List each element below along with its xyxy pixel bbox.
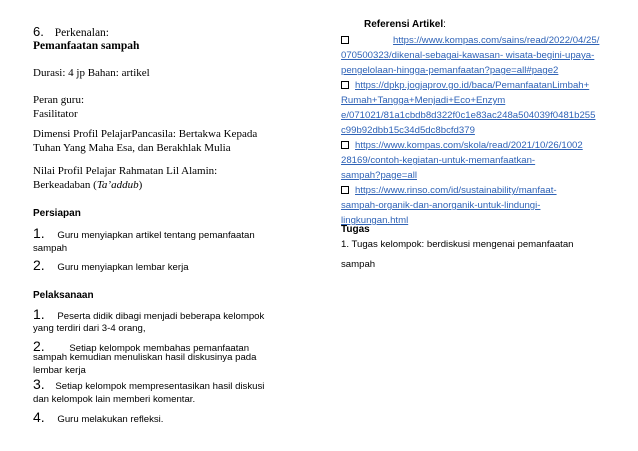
tugas-text-continued: sampah bbox=[341, 259, 376, 270]
value-close-paren: ) bbox=[138, 179, 143, 191]
item-text-continued: sampah bbox=[33, 243, 68, 254]
section-number: 6. bbox=[33, 24, 44, 39]
checkbox-icon bbox=[341, 141, 349, 149]
reference-link[interactable]: 28169/contoh-kegiatan-untuk-memanfaatkan- bbox=[341, 155, 536, 166]
references-colon: : bbox=[443, 19, 446, 30]
reference-link[interactable]: sampah?page=all bbox=[341, 170, 418, 181]
reference-item bbox=[341, 78, 589, 93]
reference-link[interactable]: https://www.rinso.com/id/sustainability/manfaat- bbox=[355, 185, 557, 196]
item-number: 2. bbox=[33, 338, 45, 354]
dimension-line-2: Tuhan Yang Maha Esa, dan Berakhlak Mulia bbox=[33, 142, 231, 154]
item-text: Peserta didik dibagi menjadi beberapa kelompok bbox=[57, 311, 265, 322]
tugas-title: Tugas bbox=[341, 224, 370, 235]
reference-link[interactable]: 070500323/dikenal-sebagai-kawasan- wisata-begini-upaya- bbox=[341, 50, 595, 61]
value-line-1: Nilai Profil Pelajar Rahmatan Lil Alamin: bbox=[33, 165, 218, 177]
item-number: 2. bbox=[33, 257, 45, 273]
references-title: Referensi Artikel bbox=[364, 19, 444, 30]
item-text: Guru menyiapkan lembar kerja bbox=[57, 262, 189, 273]
checkbox-icon bbox=[341, 36, 349, 44]
checkbox-icon bbox=[341, 81, 349, 89]
item-text: Setiap kelompok membahas pemanfaatan bbox=[69, 343, 250, 354]
reference-item bbox=[341, 138, 583, 153]
item-number: 1. bbox=[33, 306, 45, 322]
item-number: 4. bbox=[33, 409, 45, 425]
reference-link[interactable]: e/071021/81a1cbdb8d322f0c1e83ac248a504039f0481b255 bbox=[341, 110, 596, 121]
reference-link[interactable]: pengelolaan-hingga-pemanfaatan?page=all#page2 bbox=[341, 65, 559, 76]
pelaksanaan-title: Pelaksanaan bbox=[33, 290, 94, 301]
list-item bbox=[33, 376, 264, 392]
reference-link[interactable]: Rumah+Tangga+Menjadi+Eco+Enzym bbox=[341, 95, 506, 106]
reference-link[interactable]: https://www.kompas.com/skola/read/2021/10/26/1002 bbox=[355, 140, 583, 151]
item-number: 3. bbox=[33, 376, 45, 392]
reference-item bbox=[341, 183, 557, 198]
persiapan-title: Persiapan bbox=[33, 208, 81, 219]
reference-link[interactable]: lingkungan.html bbox=[341, 215, 409, 226]
item-text-continued: lembar kerja bbox=[33, 365, 86, 376]
references-heading bbox=[364, 18, 446, 31]
value-line-2 bbox=[33, 178, 142, 192]
list-item bbox=[33, 257, 189, 273]
value-italic-text: Ta’addub bbox=[96, 179, 139, 191]
tugas-text: 1. Tugas kelompok: berdiskusi mengenai pemanfaatan bbox=[341, 239, 574, 250]
dimension-line-1: Dimensi Profil PelajarPancasila: Bertakwa Kepada bbox=[33, 128, 258, 140]
duration-text: Durasi: 4 jp Bahan: artikel bbox=[33, 67, 150, 79]
item-text-continued: dan kelompok lain memberi komentar. bbox=[33, 394, 196, 405]
item-text: Guru menyiapkan artikel tentang pemanfaatan bbox=[57, 230, 255, 241]
list-item bbox=[33, 225, 255, 241]
reference-link[interactable]: sampah-organik-dan-anorganik-untuk-lindungi- bbox=[341, 200, 541, 211]
reference-item bbox=[341, 33, 599, 48]
section-title: Perkenalan: bbox=[54, 27, 110, 39]
role-value: Fasilitator bbox=[33, 108, 78, 120]
value-text: Berkeadaban ( bbox=[33, 179, 97, 191]
topic-title: Pemanfaatan sampah bbox=[33, 40, 140, 52]
reference-link[interactable]: c99b92dbb15c34d5dc8bcfd379 bbox=[341, 125, 475, 136]
item-text: Guru melakukan refleksi. bbox=[57, 414, 164, 425]
item-text-continued: yang terdiri dari 3-4 orang, bbox=[33, 323, 146, 334]
item-number: 1. bbox=[33, 225, 45, 241]
checkbox-icon bbox=[341, 186, 349, 194]
list-item bbox=[33, 306, 264, 322]
role-label: Peran guru: bbox=[33, 94, 85, 106]
reference-link[interactable]: https://dpkp.jogjaprov.go.id/baca/PemanfaatanLimbah+ bbox=[355, 80, 590, 91]
list-item bbox=[33, 409, 163, 425]
item-text: Setiap kelompok mempresentasikan hasil diskusi bbox=[55, 381, 265, 392]
item-text-continued: sampah kemudian menuliskan hasil diskusinya pada bbox=[33, 352, 257, 363]
reference-link[interactable]: https://www.kompas.com/sains/read/2022/04/25/ bbox=[393, 35, 600, 46]
